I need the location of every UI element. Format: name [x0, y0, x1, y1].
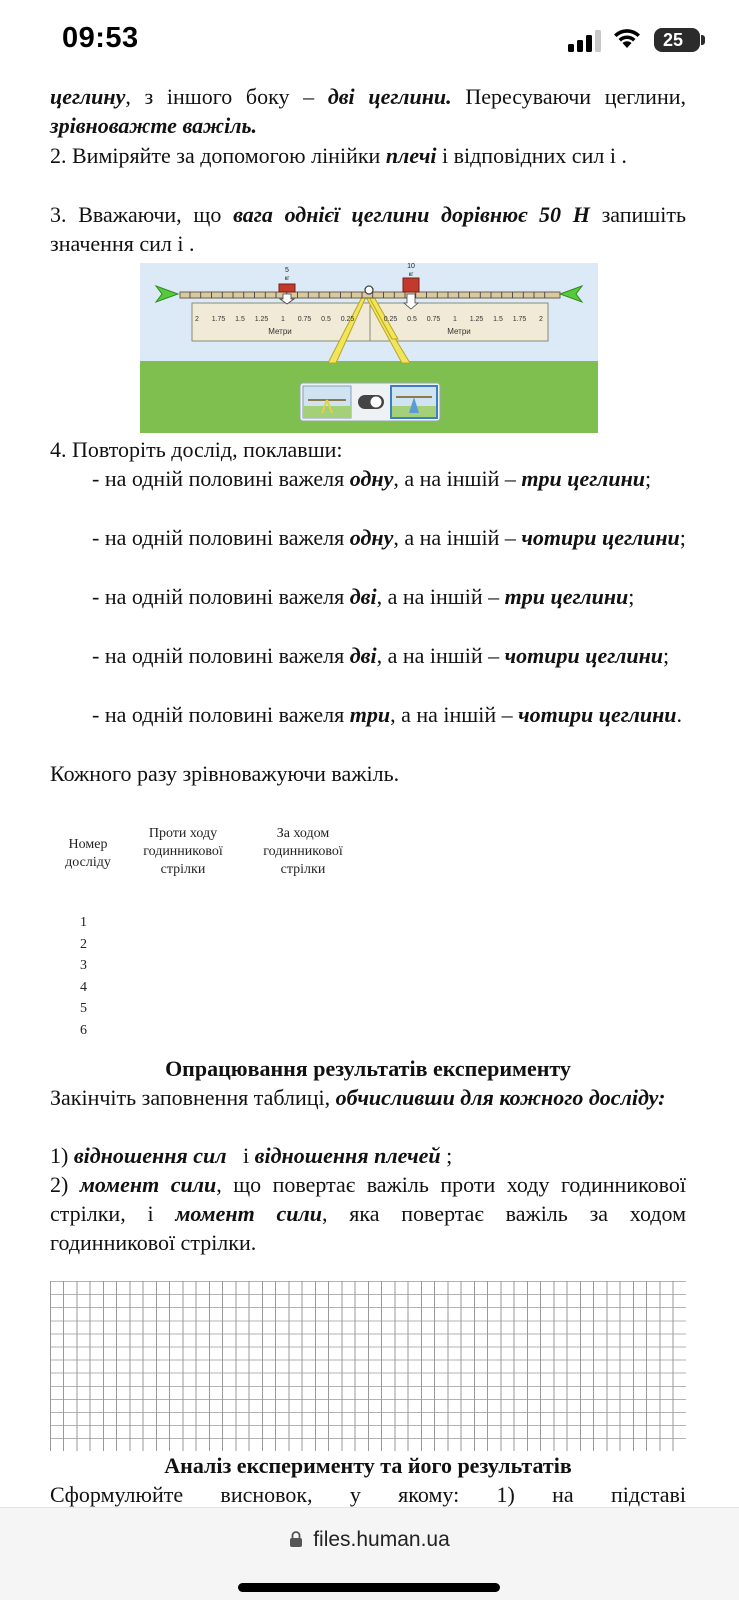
- text: , з іншого боку –: [125, 84, 328, 109]
- text: 3. Вважаючи, що: [50, 202, 234, 227]
- section-heading-analysis: Аналіз експерименту та його результатів: [164, 1453, 572, 1478]
- paragraph-each-time: Кожного разу зрівноважуючи важіль.: [50, 761, 400, 786]
- text: ;: [645, 466, 652, 491]
- text-emphasis: плечі: [385, 143, 437, 168]
- toggle-knob: [371, 397, 382, 408]
- text: і: [226, 1143, 255, 1168]
- table-row: 3: [80, 958, 87, 973]
- header-line: Номер: [68, 837, 108, 852]
- text: Пересуваючи цеглини,: [451, 84, 686, 109]
- text: ;: [628, 584, 635, 609]
- text: , яка повертає важіль за ходом годинникової стрілки.: [50, 1201, 687, 1255]
- ruler-tick-label: 1: [281, 316, 285, 323]
- variant-item: [50, 464, 686, 493]
- variant-item: [50, 700, 686, 729]
- text: 1): [50, 1143, 74, 1168]
- text: - на одній половині важеля: [92, 584, 350, 609]
- battery-nub: [701, 35, 705, 45]
- ruler-tick-label: 0.25: [340, 316, 355, 323]
- paragraph-step-3: [50, 200, 686, 258]
- paragraph-step-2: [50, 141, 686, 170]
- weight-unit: кг: [408, 272, 414, 278]
- weight-label: 5: [285, 267, 289, 274]
- ruler-tick-label: 1: [453, 316, 457, 323]
- text: ;: [440, 1143, 453, 1168]
- text-emphasis: чотири цеглини: [504, 643, 664, 668]
- variant-item: [50, 523, 686, 552]
- ruler-unit-label: Метри: [268, 327, 292, 336]
- weight-10kg: [403, 278, 419, 292]
- lever-simulation-image: [140, 263, 598, 433]
- header-line: годинникової: [143, 844, 223, 859]
- text-emphasis: відношення плечей: [254, 1143, 441, 1168]
- lock-icon: [289, 1531, 303, 1547]
- text-emphasis: цеглину: [50, 84, 126, 109]
- text-emphasis: обчисливши для кожного досліду:: [335, 1085, 666, 1110]
- wifi-icon: [612, 26, 642, 50]
- ruler-tick-label: 0.5: [407, 316, 417, 323]
- browser-bottom-bar: [0, 1507, 739, 1600]
- text-emphasis: дві: [349, 643, 377, 668]
- text-emphasis: чотири цеглини: [521, 525, 680, 550]
- thumb-grass: [303, 406, 351, 418]
- text: - на одній половині важеля: [92, 643, 350, 668]
- battery-level: 25: [662, 30, 684, 50]
- text: , а на іншій –: [376, 643, 505, 668]
- grid-paper-area: [50, 1281, 686, 1451]
- weight-label: 10: [407, 263, 415, 270]
- header-line: годинникової: [263, 844, 343, 859]
- text: - на одній половині важеля: [92, 702, 350, 727]
- text-emphasis: одну: [349, 525, 394, 550]
- ruler-tick-label: 1.25: [254, 316, 269, 323]
- text: і відповідних сил і .: [436, 143, 627, 168]
- text-emphasis: три: [349, 702, 391, 727]
- cellular-signal-icon: [568, 30, 602, 52]
- text-emphasis: зрівноважте важіль.: [50, 113, 258, 138]
- table-row: 1: [80, 915, 87, 930]
- table-row: 6: [80, 1022, 87, 1038]
- text: , а на іншій –: [390, 702, 519, 727]
- ruler-tick-label: 1.75: [211, 316, 226, 323]
- text: ;: [679, 525, 686, 550]
- text: - на одній половині важеля: [92, 525, 350, 550]
- header-line: стрілки: [160, 862, 206, 877]
- text-emphasis: чотири цеглини: [518, 702, 677, 727]
- ruler-tick-label: 0.75: [297, 316, 312, 323]
- text-emphasis: відношення сил: [73, 1143, 227, 1168]
- ruler-tick-label: 0.75: [426, 316, 441, 323]
- ruler-tick-label: 1.5: [493, 316, 503, 323]
- ruler-unit-label: Метри: [447, 327, 471, 336]
- pivot: [365, 286, 373, 294]
- text: , що повертає важіль проти ходу годинникової стрілки, і: [50, 1172, 686, 1226]
- list-item-ratios: [50, 1141, 686, 1170]
- url-text[interactable]: files.human.ua: [313, 1528, 450, 1551]
- table-header-clockwise: [248, 825, 358, 879]
- text-emphasis: три цеглини: [521, 466, 646, 491]
- paragraph-conclusion: Сформулюйте висновок, у якому: 1) на підставі: [50, 1482, 686, 1507]
- status-time: 09:53: [62, 22, 139, 54]
- ruler-tick-label: 1.75: [512, 316, 527, 323]
- status-bar: [0, 0, 739, 80]
- text: запишіть значення сил і .: [50, 202, 686, 256]
- table-header-experiment-number: [54, 836, 122, 872]
- variant-item: [50, 582, 686, 611]
- table-row: 2: [80, 936, 87, 952]
- text-emphasis: три цеглини: [504, 584, 629, 609]
- text: 2): [50, 1172, 80, 1197]
- paragraph-finish-table: [50, 1083, 686, 1112]
- text: ;: [663, 643, 670, 668]
- text: , а на іншій –: [393, 466, 522, 491]
- text-emphasis: момент сили: [79, 1172, 217, 1197]
- address-bar[interactable]: [0, 1528, 739, 1552]
- text-emphasis: вага однієї цеглини дорівнює 50 Н: [233, 202, 590, 227]
- text: 2. Виміряйте за допомогою лінійки: [50, 143, 386, 168]
- table-row: 4: [80, 979, 87, 995]
- text: - на одній половині важеля: [92, 466, 350, 491]
- header-line: стрілки: [280, 862, 326, 877]
- variant-item: [50, 641, 686, 670]
- ruler-tick-label: 1.25: [469, 316, 484, 323]
- paragraph-step-4: 4. Повторіть дослід, поклавши:: [50, 437, 343, 462]
- text-emphasis: дві цеглини.: [327, 84, 452, 109]
- text-emphasis: дві: [349, 584, 377, 609]
- header-line: За ходом: [276, 826, 330, 841]
- list-item-moments: [50, 1170, 686, 1257]
- table-row: 5: [80, 1001, 87, 1016]
- text-emphasis: одну: [349, 466, 394, 491]
- section-heading-processing: Опрацювання результатів експерименту: [165, 1056, 571, 1081]
- table-header-counterclockwise: [128, 825, 238, 879]
- text: .: [676, 702, 683, 727]
- text: Закінчіть заповнення таблиці,: [50, 1085, 336, 1110]
- header-line: Проти ходу: [148, 826, 218, 841]
- text: , а на іншій –: [393, 525, 522, 550]
- home-indicator[interactable]: [238, 1583, 500, 1592]
- header-line: досліду: [65, 855, 111, 870]
- text: , а на іншій –: [376, 584, 505, 609]
- weight-5kg: [279, 284, 295, 292]
- ruler-tick-label: 2: [195, 316, 199, 323]
- ruler-tick-label: 2: [539, 316, 543, 323]
- ruler-tick-label: 0.25: [383, 316, 398, 323]
- table-row-numbers: [80, 912, 94, 1041]
- battery-icon: [654, 28, 700, 52]
- weight-unit: кг: [284, 276, 290, 282]
- ruler-tick-label: 0.5: [321, 316, 331, 323]
- text-emphasis: момент сили: [175, 1201, 323, 1226]
- ruler-tick-label: 1.5: [235, 316, 245, 323]
- paragraph-bricks: [50, 82, 686, 140]
